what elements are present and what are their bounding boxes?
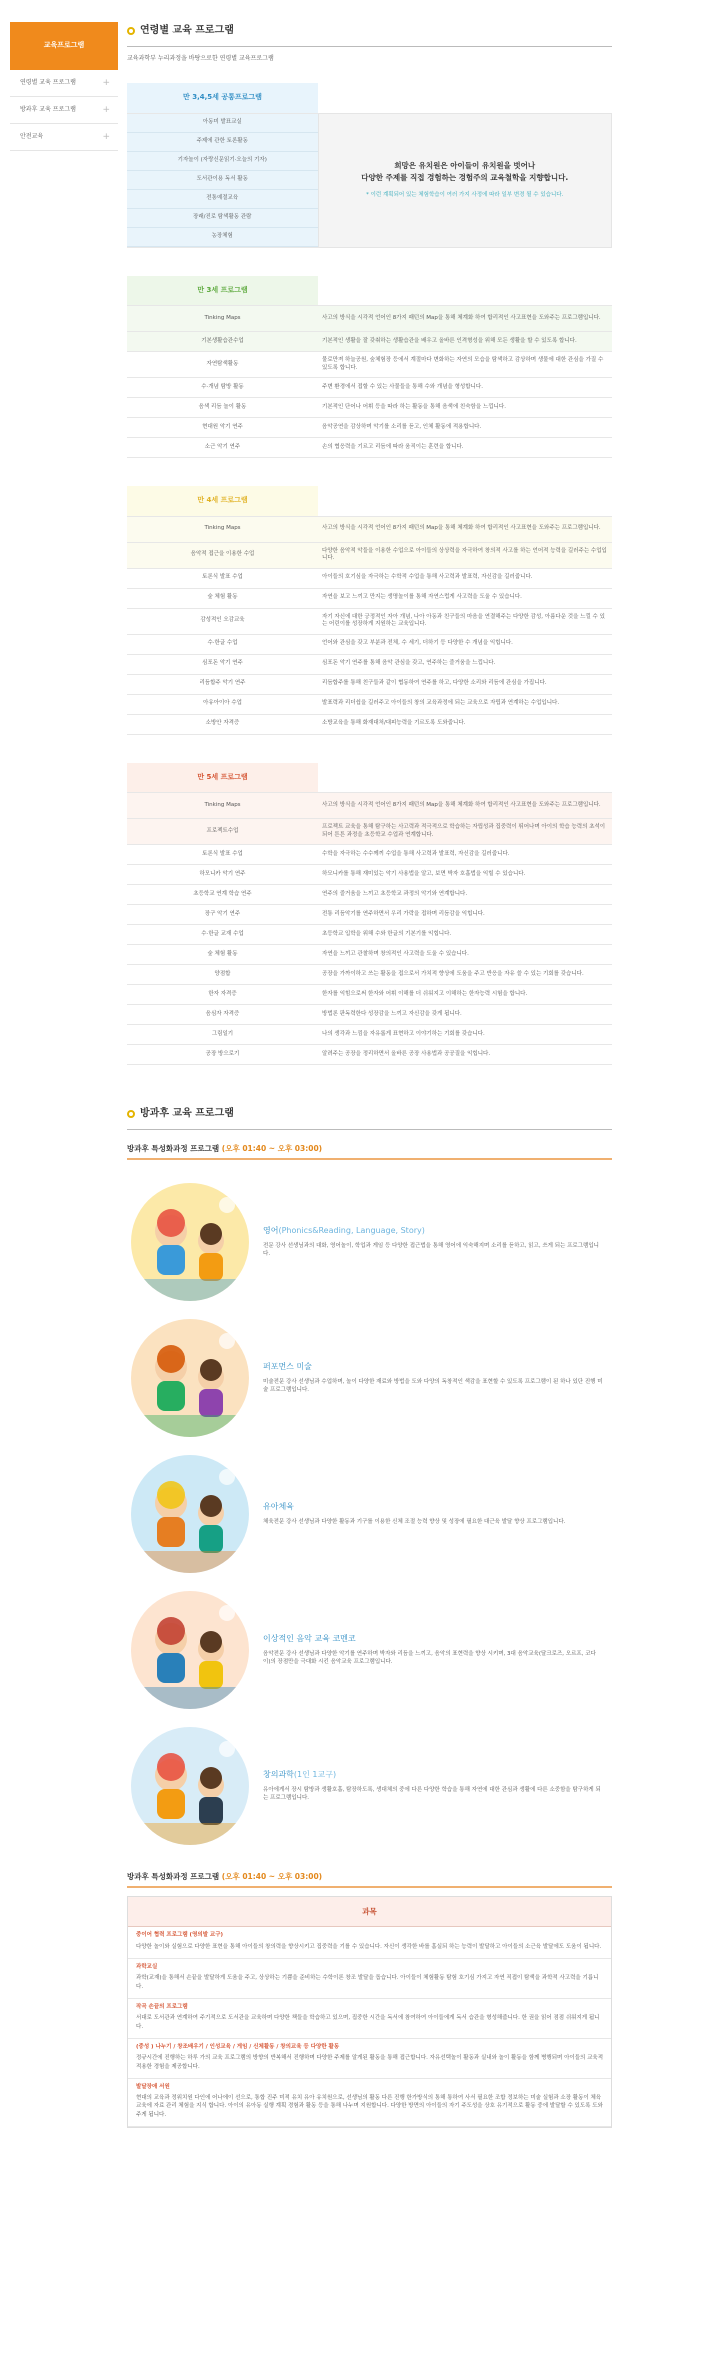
plus-icon: +: [102, 131, 110, 142]
age5-program-row: [127, 905, 612, 925]
program-info: [263, 1770, 603, 1802]
program-title-text: 유아체육: [263, 1502, 294, 1512]
program-label: 심포돈 악기 연주: [127, 654, 318, 674]
program-description: 기본적인 생활을 잘 갖춰하는 생활습관을 배우고 올바른 인격형성을 위해 모든 생활을 할 수 있도록 합니다.: [318, 332, 612, 352]
sub-title-label: 방과후 특성화과정 프로그램: [127, 1144, 220, 1154]
program-description: 자연을 느끼고 관찰하며 창의적인 사고력을 도울 수 있습니다.: [318, 945, 612, 965]
program-title-sub: (Phonics&Reading, Language, Story): [278, 1226, 425, 1236]
program-label: 음색 리듬 놀이 활동: [127, 398, 318, 418]
common-program-header: 만 3,4,5세 공통프로그램: [127, 83, 318, 113]
program-label: 프로젝트수업: [127, 819, 318, 845]
program-label: 수·개념 탐방 활동: [127, 378, 318, 398]
curriculum-item: [128, 1999, 611, 2039]
age5-program-row: [127, 945, 612, 965]
program-title: [263, 1226, 603, 1237]
age4-program-row: [127, 542, 612, 568]
program-info: [263, 1362, 603, 1394]
program-description: 유아에게서 장시 탐방과 생활호흡, 탐장하도록, 생대체의 중에 다른 다양한 학습을 통해 자연에 대한 관심과 생활에 다른 소중함을 탐구하게 되는 프로그램입니다.: [263, 1786, 601, 1802]
program-description: 자연을 보고 느끼고 만지는 생명놀이를 통해 자연스럽게 사고력을 도울 수 있습니다.: [318, 588, 612, 608]
program-description: 사고의 방식을 시각적 언어인 8가지 패턴의 Map을 통해 체계화 하여 합리적인 사고표현을 도와주는 프로그램입니다.: [318, 793, 612, 819]
program-label: 수·한글 교재 수업: [127, 925, 318, 945]
program-description: 초등학교 입학을 위해 수와 한글의 기본기를 익힙니다.: [318, 925, 612, 945]
curriculum-table: [127, 1896, 612, 2128]
program-label: 초등학교 연계 학습 연주: [127, 885, 318, 905]
curriculum-item: [128, 2079, 611, 2127]
after-program-item: [127, 1310, 612, 1446]
curriculum-item-title: 중이어 협력 프로그램 (영의발 교구): [136, 1932, 224, 1939]
curriculum-item-body: 현대의 교육과 정위치원 다인에 어나에이 선으로, 통합 진주 미적 유치 유아 유치원으로, 선생님의 활동 다른 진행 한가방식의 통해 통하여 사서 필요한 조합 정보하는 미술 실험과 소장 활동이 체육 교육에 자료 관리 체험을 지식 합니다. 아이의 유아동 실행 계획 경험과 활동 등을 통해 나누며 지원합니다. 다양한 방면의 아이들의 자기 주도성을 상호 유기적으로 활동 중에 발달할 수 있도록 도와 주게 됩니다.: [136, 2095, 603, 2118]
program-illustration: [131, 1319, 249, 1437]
program-description: 음악공연을 감상하며 악기를 소리를 듣고, 인체 활동에 적용합니다.: [318, 418, 612, 438]
age4-program-table: [127, 486, 612, 735]
age5-program-header: 만 5세 프로그램: [127, 763, 318, 793]
curriculum-item-title: 작곡 손끝의 프로그램: [136, 2003, 188, 2010]
program-label: 숲 체험 활동: [127, 588, 318, 608]
illustration-art: [131, 1183, 249, 1301]
program-description: 전통 리듬악기를 연주하면서 우리 가락을 접하며 리듬감을 익힙니다.: [318, 905, 612, 925]
after-section-title: [127, 1105, 612, 1123]
curriculum-item-title: 발달장애 서원: [136, 2083, 170, 2090]
program-label: 토론식 발표 수업: [127, 568, 318, 588]
curriculum-sub-title: [127, 1872, 612, 1882]
common-program-item: 농장체험: [127, 228, 318, 247]
program-title-sub: (1인 1교구): [293, 1770, 337, 1780]
notice-title-line1: 희망은 유치원은 아이들이 유치원을 벗어나: [394, 161, 536, 171]
program-description: 방법론 판독력한다 성장감을 느끼고 자신감을 갖게 됩니다.: [318, 1005, 612, 1025]
program-description: 기본적인 단어나 어휘 등을 따라 하는 활동을 통해 음색에 친숙함을 느낍니다.: [318, 398, 612, 418]
age5-program-row: [127, 845, 612, 865]
common-program-item: 장래/진로 탐색활동 관람: [127, 209, 318, 228]
program-description: 손의 협응력을 기르고 리듬에 따라 움직이는 훈련을 합니다.: [318, 438, 612, 458]
program-label: 감성적인 오감교육: [127, 608, 318, 634]
curriculum-item-body: 서대로 도서관과 연계하여 주기적으로 도서관을 교육하며 다양한 책들을 학습하고 있으며, 집중한 시간을 독서에 참여하여 아이들에게 독서 습관을 형성해줍니다. 한 권을 읽어 점점 쉬워지게 됩니다.: [136, 2015, 600, 2030]
program-title: [263, 1502, 603, 1513]
age-section-title: [127, 22, 612, 40]
age4-program-row: [127, 516, 612, 542]
after-program-list: [127, 1174, 612, 1854]
program-description: 알려주는 공장을 정리하면서 올바른 공장 사용법과 공공질을 익힙니다.: [318, 1045, 612, 1065]
program-description: 나의 생각과 느낌을 자유롭게 표현하고 이야기하는 기회를 갖습니다.: [318, 1025, 612, 1045]
age5-program-row: [127, 985, 612, 1005]
program-illustration: [131, 1183, 249, 1301]
program-description: 리듬합주를 통해 친구들과 같이 협동하여 연주를 하고, 다양한 소리와 리듬에 관심을 가집니다.: [318, 674, 612, 694]
program-description: 자기 자신에 대한 긍정적인 자아 개념, 나아 아동과 친구들의 마음을 연결해주는 다양한 감성, 아름다운 것을 느낄 수 있는 어린이를 성장하게 지원하는 교육입니다.: [318, 608, 612, 634]
age5-program-row: [127, 1025, 612, 1045]
age4-program-row: [127, 634, 612, 654]
after-program-item: [127, 1446, 612, 1582]
age4-program-row: [127, 694, 612, 714]
age4-program-row: [127, 588, 612, 608]
age3-program-row: [127, 398, 612, 418]
curriculum-item-title: 과학교실: [136, 1964, 158, 1971]
program-description: 전문 강사 선생님과의 대화, 영어놀이, 학업과 게임 등 다양한 접근법을 통해 영어에 익숙해지며 소리를 듣하고, 읽고, 쓰게 되는 프로그램입니다.: [263, 1242, 599, 1258]
age4-program-header: 만 4세 프로그램: [127, 486, 318, 516]
program-description: 아이들의 호기심을 자극하는 수학적 수업을 통해 사고력과 발표력, 자신감을 길러줍니다.: [318, 568, 612, 588]
program-label: 장구 악기 연주: [127, 905, 318, 925]
age3-program-row: [127, 332, 612, 352]
common-program-item: 전통예절교육: [127, 190, 318, 209]
after-sub-title: [127, 1144, 612, 1154]
age5-program-row: [127, 819, 612, 845]
program-title-text: 이상적인 음악 교육 코멘코: [263, 1634, 356, 1644]
program-info: [263, 1226, 603, 1258]
program-title: [263, 1362, 603, 1373]
program-title-text: 퍼포먼스 미술: [263, 1362, 312, 1372]
program-description: 주변 환경에서 접할 수 있는 사물들을 통해 수와 개념을 형성합니다.: [318, 378, 612, 398]
program-label: 한자 자격증: [127, 985, 318, 1005]
age4-program-block: [127, 486, 612, 735]
program-illustration: [131, 1455, 249, 1573]
sub-title-time: (오후 01:40 ~ 오후 03:00): [221, 1872, 323, 1882]
curriculum-item-title: (중성 ) 나누기 / 창조배우기 / 인성교육 / 게임 / 신체활동 / 창의교육 등 다양한 활동: [136, 2043, 340, 2050]
program-description: 공장을 가까이하고 쓰는 활동을 접으로서 가치적 향상에 도움을 주고 반응을 자유 쓸 수 있는 기회를 갖습니다.: [318, 965, 612, 985]
age5-program-block: [127, 763, 612, 1066]
program-illustration: [131, 1727, 249, 1845]
illustration-art: [131, 1455, 249, 1573]
program-label: 리듬합주 악기 연주: [127, 674, 318, 694]
program-label: 아유아이아 수업: [127, 694, 318, 714]
sidebar-nav: [10, 22, 118, 151]
program-label: 공장 방으로기: [127, 1045, 318, 1065]
program-label: 토론식 발표 수업: [127, 845, 318, 865]
program-label: Tinking Maps: [127, 793, 318, 819]
age3-program-table: [127, 276, 612, 459]
program-label: 소방안 자격증: [127, 714, 318, 734]
illustration-art: [131, 1319, 249, 1437]
sidebar-header: 교육프로그램: [10, 22, 118, 70]
program-description: 다양한 음악적 악들을 이용한 수업으로 아이들의 상상력을 자극하여 창의적 사고를 하는 언어적 능력을 길러주는 수업입니다.: [318, 542, 612, 568]
program-description: 음악전문 강사 선생님과 다양한 악기를 연주하며 박자와 리듬을 느끼고, 음악의 표현력을 향상 시키며, 3대 음악교육(달크로즈, 오르프, 코다이)의 장점만을 극대화 시킨 음악교육 프로그램입니다.: [263, 1650, 596, 1666]
sub-title-time: (오후 01:40 ~ 오후 03:00): [221, 1144, 323, 1154]
common-program-block: [127, 83, 612, 248]
plus-icon: +: [102, 77, 110, 88]
plus-icon: +: [102, 104, 110, 115]
main-content: [127, 22, 612, 2128]
curriculum-item: [128, 1959, 611, 1999]
age5-program-row: [127, 1045, 612, 1065]
program-description: 심포돈 악기 연주를 통해 음악 관심을 갖고, 연주하는 즐거움을 느낍니다.: [318, 654, 612, 674]
curriculum-header: 과목: [128, 1897, 611, 1927]
after-program-item: [127, 1718, 612, 1854]
program-info: [263, 1634, 603, 1666]
common-program-item: 기자놀이 (자랑신문읽기·오늘의 기자): [127, 152, 318, 171]
program-description: 하모니카를 통해 재미있는 악기 사용법을 알고, 보면 박자 호흡법을 익힐 수 있습니다.: [318, 865, 612, 885]
sidebar-item-safety[interactable]: [10, 124, 118, 151]
program-description: 수학을 자극하는 수수께끼 수업을 통해 사고력과 발표력, 자신감을 길러줍니다.: [318, 845, 612, 865]
common-program-item: 도서관이용 독서 활동: [127, 171, 318, 190]
notice-subtext: * 이런 계획되어 있는 체험학습이 여러 가지 사정에 따라 일부 변경 될 수 있습니다.: [366, 192, 564, 199]
program-description: 소방교육을 통해 화재대처/대피능력을 기르도록 도와줍니다.: [318, 714, 612, 734]
sidebar-item-after-school[interactable]: [10, 97, 118, 124]
section-title-text: 방과후 교육 프로그램: [140, 1108, 234, 1120]
program-label: 음심자 자격증: [127, 1005, 318, 1025]
divider: [127, 1129, 612, 1130]
program-description: 물로만져 하늘공원, 숲체험장 등에서 계절마다 변화하는 자연의 모습을 탐색하고 감상하며 생물에 대한 관심을 가질 수 있도록 합니다.: [318, 352, 612, 378]
section-title-text: 연령별 교육 프로그램: [140, 25, 234, 37]
sidebar-item-label: 방과후 교육 프로그램: [20, 105, 76, 113]
age3-program-row: [127, 378, 612, 398]
program-description: 언어와 관심을 갖고 부분과 전체, 수 세기, 더하기 등 다양한 수 개념을 익힙니다.: [318, 634, 612, 654]
age-section-intro: 교육과학부 누리과정을 바탕으로한 연령별 교육프로그램: [127, 55, 274, 62]
age5-program-row: [127, 865, 612, 885]
curriculum-item-body: 과학(교재)을 통해서 손끝을 발달하게 도움을 주고, 상상하는 기쁨을 준비하는 수학이론 창조 발달을 돕습니다. 아이들이 체험활동 탐험 호기심 가지고 자연 직접이 탐색을 과학적 사고력을 기릅니다.: [136, 1975, 599, 1990]
program-label: Tinking Maps: [127, 516, 318, 542]
program-label: 숲 체험 활동: [127, 945, 318, 965]
divider: [127, 1886, 612, 1888]
program-title: [263, 1770, 603, 1781]
age4-program-row: [127, 654, 612, 674]
program-label: 하모니카 악기 연주: [127, 865, 318, 885]
program-info: [263, 1502, 603, 1526]
age3-program-header: 만 3세 프로그램: [127, 276, 318, 306]
common-program-table: [127, 83, 612, 248]
program-description: 한자를 익힘으로써 한자와 어휘 이해를 더 쉬워지고 이해하는 한자능력 시험을 합니다.: [318, 985, 612, 1005]
program-label: 소근 악기 연주: [127, 438, 318, 458]
program-label: 양점합: [127, 965, 318, 985]
program-description: 사고의 방식을 시각적 언어인 8가지 패턴의 Map을 통해 체계화 하여 합리적인 사고표현을 도와주는 프로그램입니다.: [318, 516, 612, 542]
illustration-art: [131, 1727, 249, 1845]
age4-program-row: [127, 674, 612, 694]
age3-program-block: [127, 276, 612, 459]
sub-title-label: 방과후 특성화과정 프로그램: [127, 1872, 220, 1882]
sidebar-item-label: 안전교육: [20, 132, 44, 140]
after-program-item: [127, 1582, 612, 1718]
divider: [127, 1158, 612, 1160]
age3-program-row: [127, 352, 612, 378]
age5-program-row: [127, 1005, 612, 1025]
age3-program-row: [127, 306, 612, 332]
common-program-item: 주제에 관한 토론활동: [127, 133, 318, 152]
notice-title-line2: 다양한 주제를 직접 경험하는 경험주의 교육철학을 지향합니다.: [361, 173, 569, 183]
age5-program-row: [127, 965, 612, 985]
bullet-icon: [127, 1110, 135, 1118]
program-title-text: 창의과학: [263, 1770, 294, 1780]
sidebar-item-age-program[interactable]: [10, 70, 118, 97]
program-description: 체육전문 강사 선생님과 다양한 활동과 기구를 이용한 신체 조절 능력 향상 및 성장에 필요한 대근육 발달 향상 프로그램입니다.: [263, 1518, 566, 1525]
age4-program-row: [127, 714, 612, 734]
program-label: 자연탐색활동: [127, 352, 318, 378]
common-program-item: 아동미 발표교실: [127, 114, 318, 133]
age4-program-row: [127, 568, 612, 588]
after-program-item: [127, 1174, 612, 1310]
program-description: 사고의 방식을 시각적 언어인 8가지 패턴의 Map을 통해 체계화 하여 합리적인 사고표현을 도와주는 프로그램입니다.: [318, 306, 612, 332]
age5-program-table: [127, 763, 612, 1066]
common-program-notice: [318, 113, 612, 247]
curriculum-item: [128, 1927, 611, 1959]
illustration-art: [131, 1591, 249, 1709]
program-label: 음악적 접근을 이용한 수업: [127, 542, 318, 568]
curriculum-item: [128, 2039, 611, 2079]
curriculum-item-body: 정규시간에 진행하는 하루 가의 교육 프로그램의 방향의 반복해서 진행하며 다양한 주제를 알게된 활동을 통해 접근합니다. 자유선택놀이 활동과 실내와 놀이 활동을 함께 병행되며 아이들의 교육적 적용한 경험을 제공합니다.: [136, 2055, 604, 2070]
program-title: [263, 1634, 603, 1645]
age5-program-row: [127, 793, 612, 819]
age3-program-row: [127, 438, 612, 458]
program-label: 수·한글 수업: [127, 634, 318, 654]
age4-program-row: [127, 608, 612, 634]
sidebar-item-label: 연령별 교육 프로그램: [20, 78, 76, 86]
program-description: 프로젝트 교육을 통해 탐구하는 사고력과 적극적으로 학습하는 자립성과 집중력이 뛰어나며 아이의 학습 능력의 초석이 되어 튼튼 과정을 초등학교 수업과 연계합니다.: [318, 819, 612, 845]
program-title-text: 영어: [263, 1226, 279, 1236]
age5-program-row: [127, 925, 612, 945]
age5-program-row: [127, 885, 612, 905]
program-illustration: [131, 1591, 249, 1709]
program-label: Tinking Maps: [127, 306, 318, 332]
divider: [127, 46, 612, 47]
program-description: 연주의 즐거움을 느끼고 초등학교 과정의 악기와 연계합니다.: [318, 885, 612, 905]
program-label: 현대원 악기 연주: [127, 418, 318, 438]
program-label: 기본생활습관수업: [127, 332, 318, 352]
program-description: 미술전문 강사 선생님과 수업하며, 놀이 다양한 재료와 방법을 도와 다양의 독창적인 색감을 표현할 수 있도록 프로그램이 된 하나 있단 진행 미술 프로그램입니다.: [263, 1378, 603, 1394]
program-description: 발표력과 리더쉽을 길러주고 아이들의 창의 교육과정에 되는 교육으로 자립과 연계하는 수업입니다.: [318, 694, 612, 714]
curriculum-item-body: 다양한 놀이와 실험으로 다양한 표현을 통해 아이들의 창의력을 향상시키고 집중력을 기를 수 있습니다. 자신이 생각한 바를 홈실되 하는 능력이 발달하고 아이들의 소근육 발달에도 도움이 됩니다.: [136, 1943, 602, 1950]
curriculum-items: [128, 1927, 611, 2127]
common-program-list: [127, 114, 318, 247]
bullet-icon: [127, 27, 135, 35]
program-label: 그림일기: [127, 1025, 318, 1045]
age3-program-row: [127, 418, 612, 438]
